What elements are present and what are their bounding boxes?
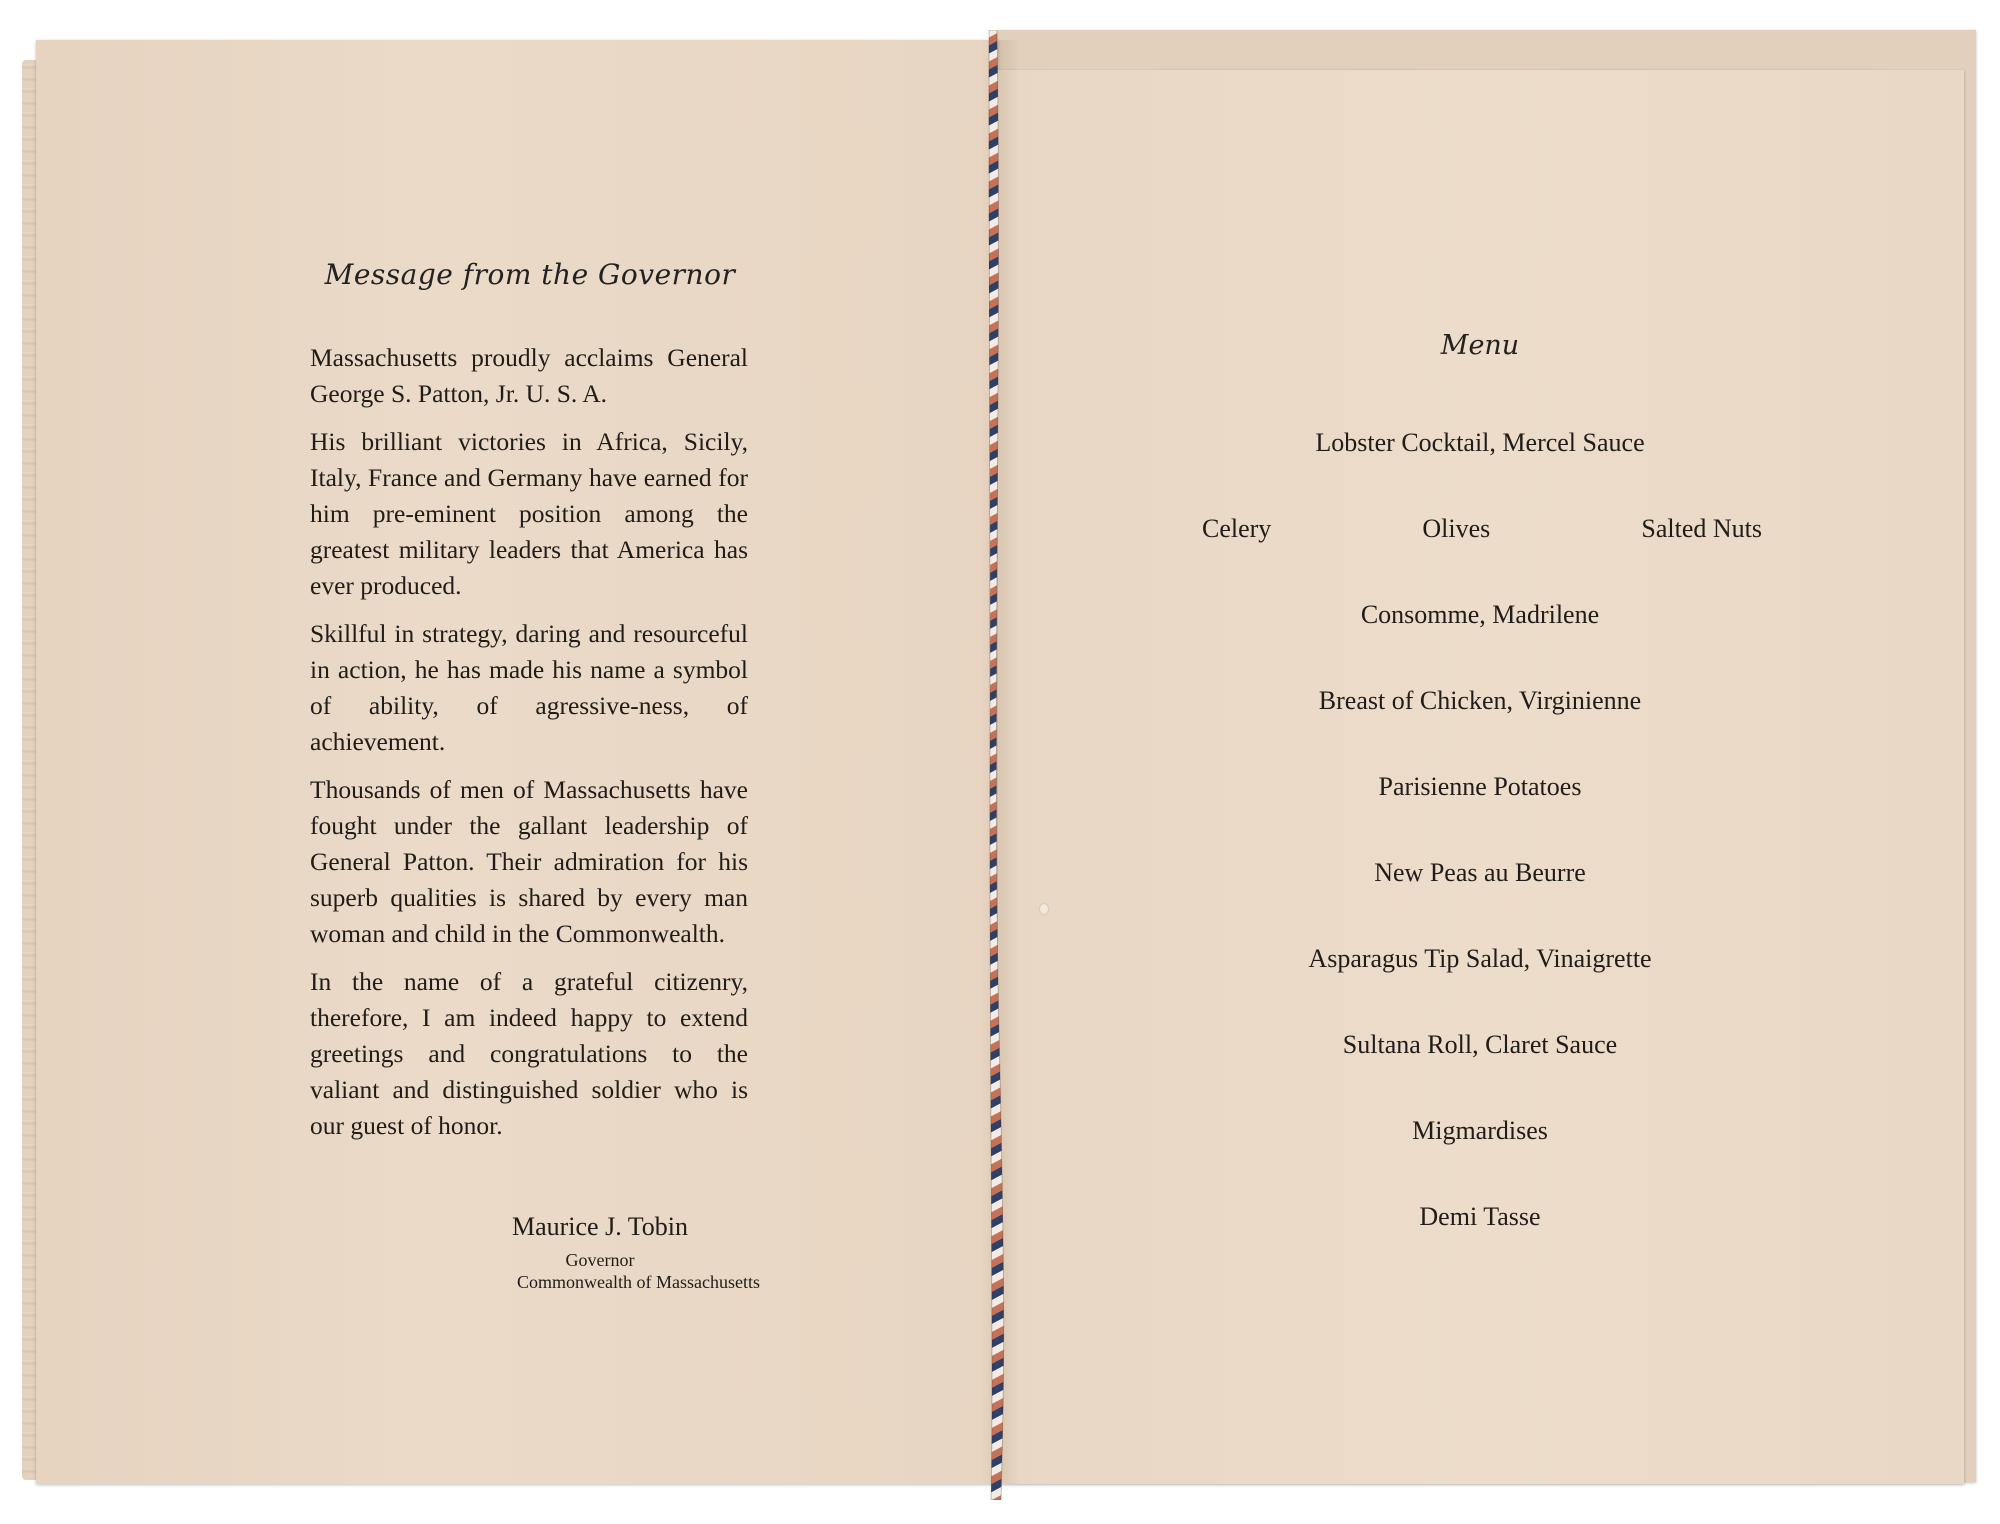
message-paragraph: In the name of a grateful citizenry, therefore, I am indeed happy to extend greetings and congratulations to the valiant and distinguished soldier who is our guest of honor. [310,967,748,1140]
menu-item: Sultana Roll, Claret Sauce [1342,1030,1618,1059]
menu-title: Menu [1440,330,1520,361]
menu-item: Olives [1422,514,1491,543]
signature-name: Maurice J. Tobin [511,1212,689,1241]
paper-speck [1040,904,1048,914]
message-body [310,340,748,1156]
signature-organization: Commonwealth of Massachusetts [517,1272,760,1292]
menu-item: Salted Nuts [1641,514,1762,543]
menu-item: Consomme, Madrilene [1360,600,1600,629]
menu-item: Breast of Chicken, Virginienne [1318,686,1642,715]
message-paragraph: Massachusetts proudly acclaims General George S. Patton, Jr. U. S. A. [310,343,748,408]
menu-item: Lobster Cocktail, Mercel Sauce [1315,428,1645,457]
message-paragraph: Thousands of men of Massachusetts have fought under the gallant leadership of General Patton. Their admiration for his superb qualities is shared by every man woman and child in the Commonwealth. [310,775,748,948]
menu-item: New Peas au Beurre [1374,858,1586,887]
message-paragraph: His brilliant victories in Africa, Sicily, Italy, France and Germany have earned for him pre-eminent position among the greatest military leaders that America has ever produced. [310,427,748,600]
menu-item: Celery [1202,514,1272,543]
signature-title: Governor [565,1250,635,1270]
menu-item: Migmardises [1412,1116,1548,1145]
menu-item-relishes [1180,504,1780,590]
binding-cord [988,30,1010,1500]
menu-item: Asparagus Tip Salad, Vinaigrette [1308,944,1652,973]
menu-item: Parisienne Potatoes [1378,772,1582,801]
message-title: Message from the Governor [324,258,736,291]
menu-list [1180,418,1780,1278]
message-paragraph: Skillful in strategy, daring and resourceful in action, he has made his name a symbol of ability, of agressive-ness, of achievement. [310,619,748,756]
menu-item: Demi Tasse [1419,1202,1541,1231]
